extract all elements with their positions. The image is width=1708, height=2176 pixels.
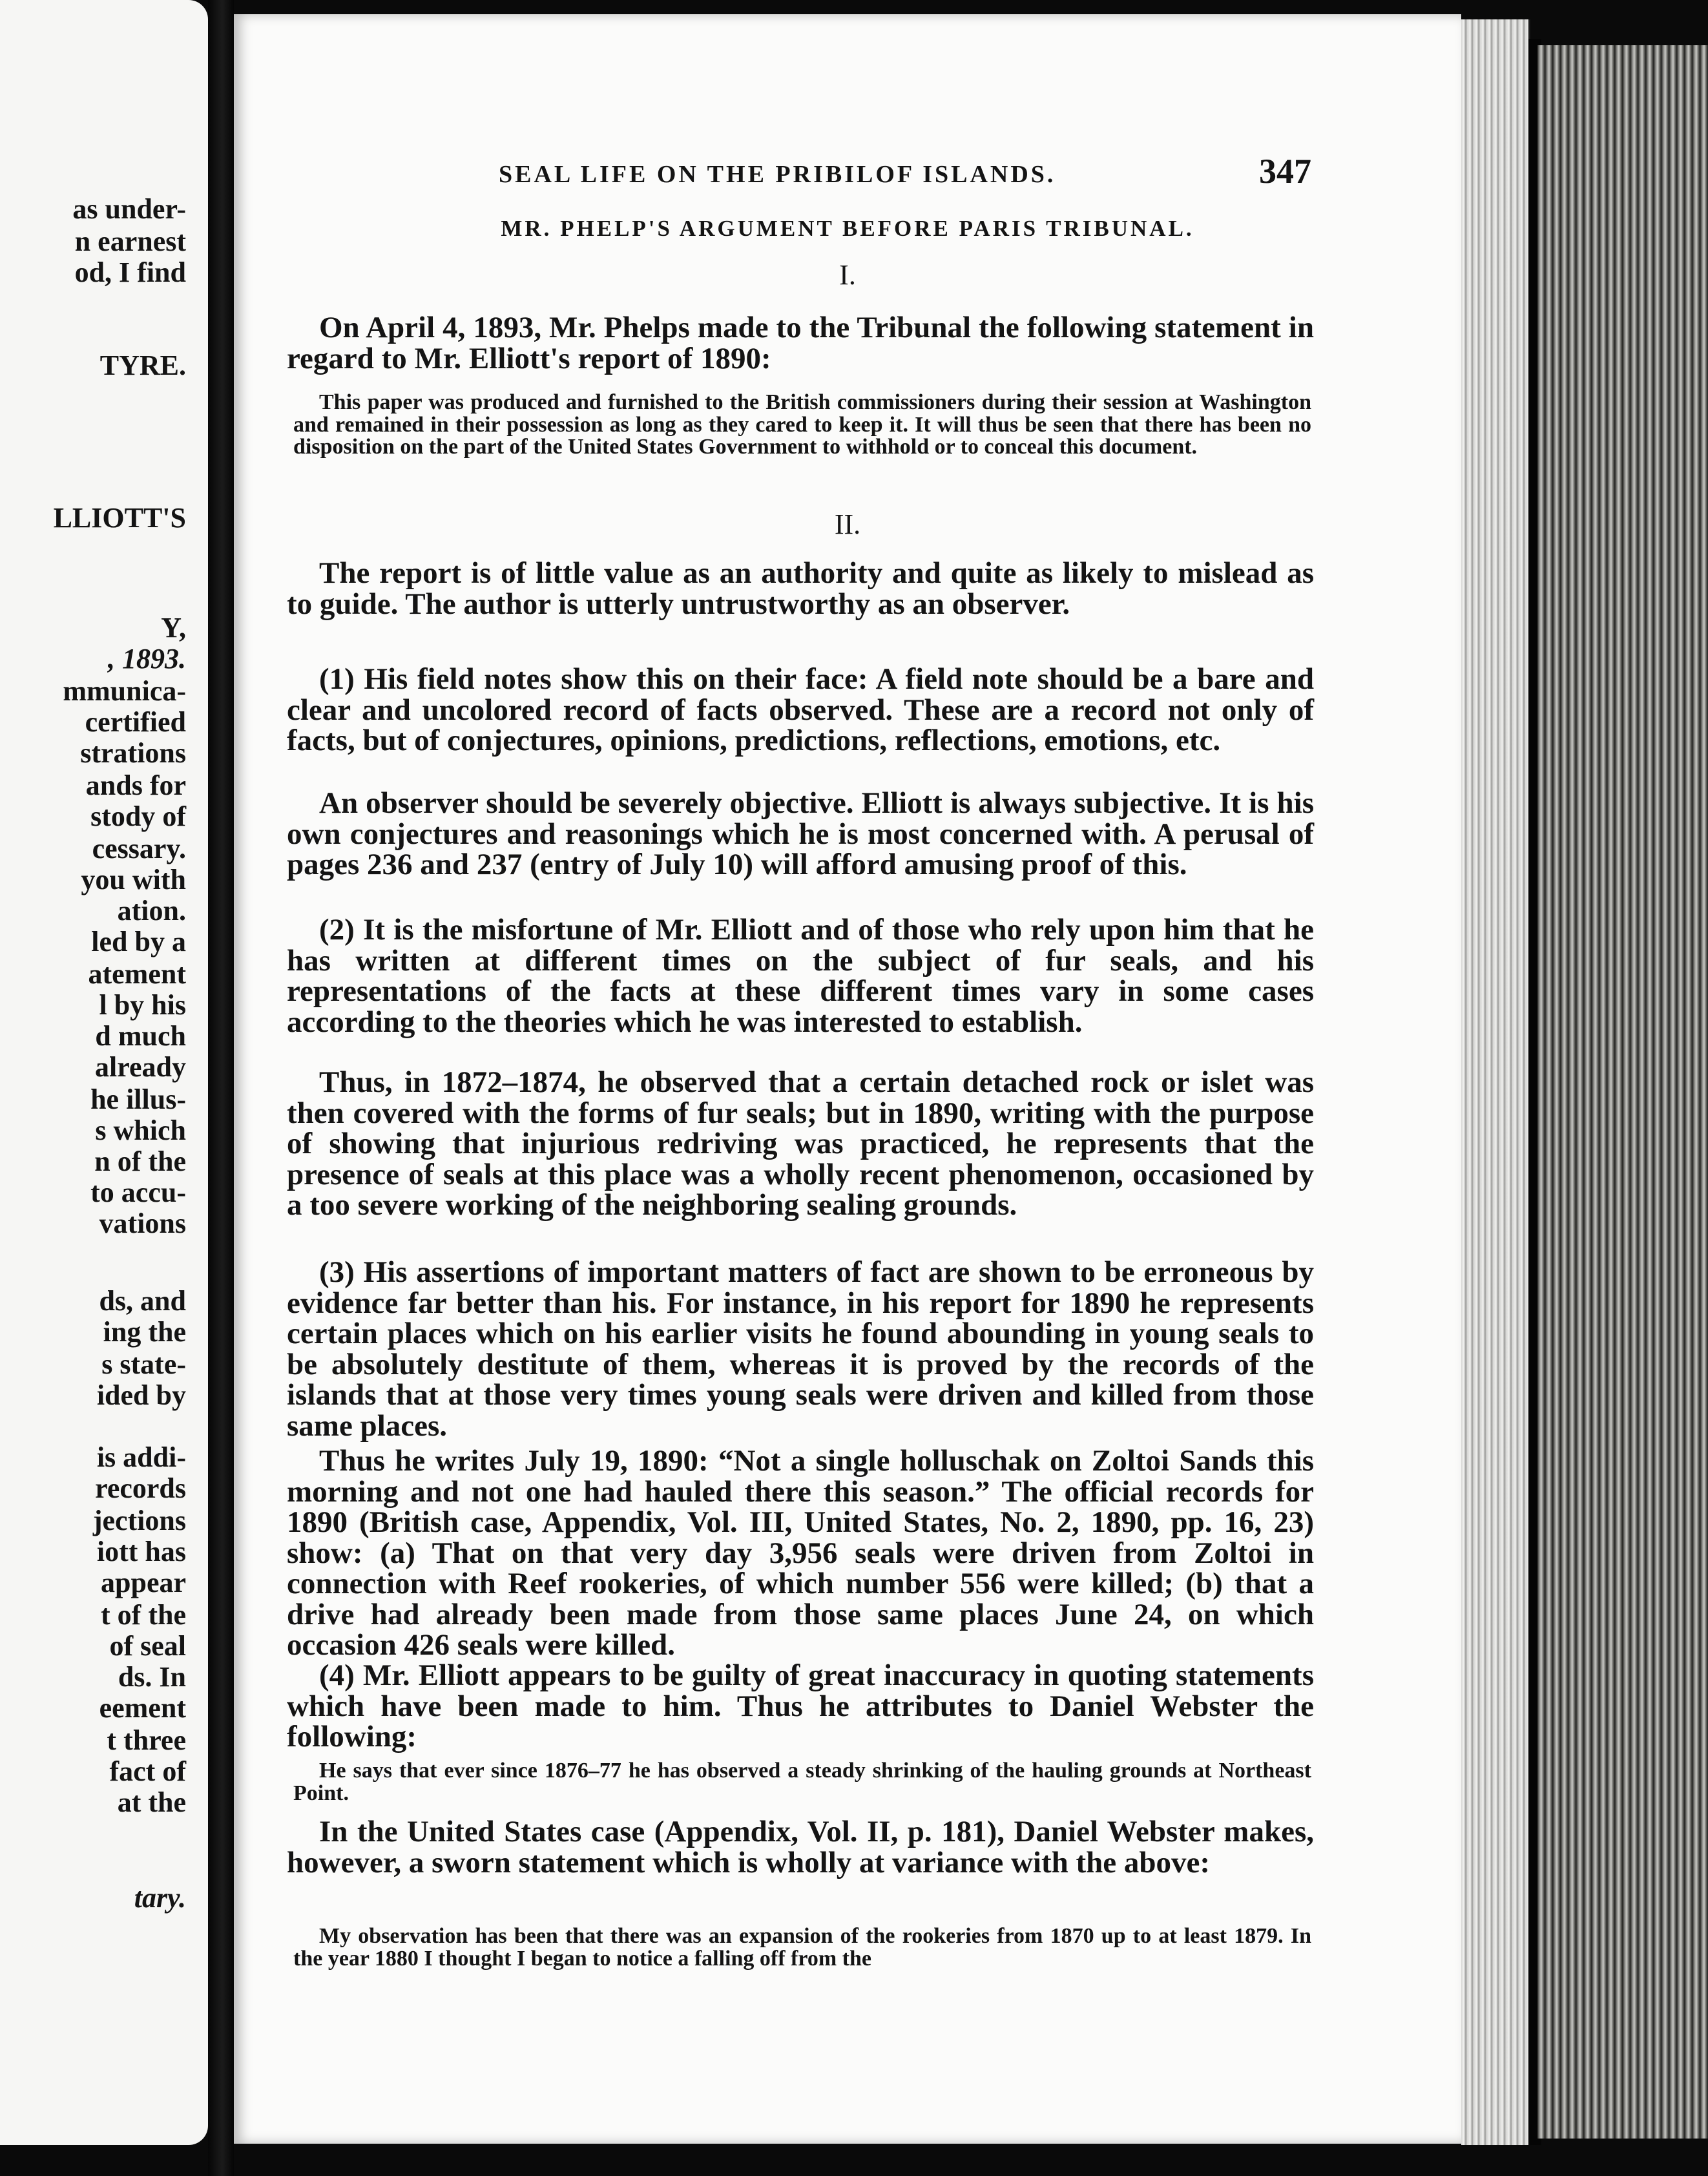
facing-page-fragment <box>0 0 208 2145</box>
facing-page-line: of seal <box>109 1630 186 1662</box>
section-title: MR. PHELP'S ARGUMENT BEFORE PARIS TRIBUNAL. <box>501 216 1194 241</box>
facing-page-line: LLIOTT'S <box>53 502 186 534</box>
facing-page-line: ing the <box>103 1316 186 1348</box>
facing-page-line: l by his <box>99 989 186 1021</box>
block-quote: He says that ever since 1876–77 he has observed a steady shrinking of the hauling grounds at Northeast Point. <box>293 1759 1311 1805</box>
facing-page-line: records <box>95 1472 186 1504</box>
facing-page-line: ands for <box>85 769 186 801</box>
body-paragraph: (3) His assertions of important matters of fact are shown to be erroneous by evidence far better than his. For instance, in his report for 1890 he represents certain places which on his earlier visits he found abounding in young seals to be absolutely destitute of them, whereas it is proved by the records of the islands that at those very times young seals were driven and killed from those same places. <box>287 1255 1314 1443</box>
facing-page-line: mmunica- <box>63 675 186 707</box>
facing-page-line: stody of <box>90 800 186 832</box>
book-page <box>234 14 1461 2144</box>
book-block-edge <box>1537 45 1708 2139</box>
facing-page-line: , 1893. <box>108 643 186 675</box>
page-number: 347 <box>1259 152 1311 191</box>
facing-page-line: vations <box>99 1208 186 1239</box>
facing-page-line: jections <box>92 1505 186 1536</box>
facing-page-line: d much <box>95 1020 186 1052</box>
facing-page-line: at the <box>117 1786 186 1818</box>
facing-page-line: t of the <box>101 1599 186 1631</box>
body-paragraph: An observer should be severely objective. Elliott is always subjective. It is his own conjectures and reasonings which he is most concerned with. A perusal of pages 236 and 237 (entry of July 10) will afford amusing proof of this. <box>287 786 1314 881</box>
facing-page-line: s state- <box>101 1348 186 1380</box>
facing-page-line: Y, <box>161 612 186 643</box>
facing-page-line: n of the <box>94 1146 186 1177</box>
body-paragraph: (4) Mr. Elliott appears to be guilty of great inaccuracy in quoting statements which have been made to him. Thus he attributes to Daniel Webster the following: <box>287 1658 1314 1753</box>
facing-page-line: cessary. <box>92 833 186 864</box>
running-title: SEAL LIFE ON THE PRIBILOF ISLANDS. <box>499 161 1056 188</box>
body-paragraph: In the United States case (Appendix, Vol. II, p. 181), Daniel Webster makes, however, a sworn statement which is wholly at variance with the above: <box>287 1815 1314 1879</box>
note-paragraph: This paper was produced and furnished to the British commissioners during their session at Washington and remained in their possession as long as they cared to keep it. It will thus be seen that there has been no disposition on the part of the United States Government to withhold or to conceal this document. <box>293 390 1311 459</box>
facing-page-line: to accu- <box>90 1177 186 1208</box>
part-numeral: I. <box>839 259 856 291</box>
body-paragraph: (2) It is the misfortune of Mr. Elliott and of those who rely upon him that he has written at different times on the subject of fur seals, and his representations of the facts at these different times vary in some cases according to the theories which he was interested to establish. <box>287 913 1314 1039</box>
facing-page-line: ided by <box>96 1379 186 1411</box>
facing-page-line: t three <box>107 1724 186 1756</box>
facing-page-line: certified <box>85 706 186 738</box>
part-numeral: II. <box>834 508 861 540</box>
facing-page-line: n earnest <box>74 225 186 257</box>
facing-page-line: fact of <box>109 1755 186 1787</box>
facing-page-line: you with <box>81 864 186 895</box>
body-paragraph: Thus, in 1872–1874, he observed that a certain detached rock or islet was then covered with the forms of fur seals; but in 1890, writing with the purpose of showing that injurious redriving was practiced, he represents that the presence of seals at this place was a wholly recent phenomenon, occasioned by a too severe working of the neighboring sealing grounds. <box>287 1065 1314 1222</box>
facing-page-line: already <box>95 1051 186 1083</box>
facing-page-line: he illus- <box>90 1083 186 1115</box>
body-paragraph: Thus he writes July 19, 1890: “Not a single holluschak on Zoltoi Sands this morning and not one had hauled there this season.” The official records for 1890 (British case, Appendix, Vol. III, United States, No. 2, 1890, pp. 16, 23) show: (a) That on that very day 3,956 seals were driven from Zoltoi in connection with Reef rookeries, of which number 556 were killed; (b) that a drive had already been made from those same places June 24, on which occasion 426 seals were killed. <box>287 1444 1314 1662</box>
facing-page-line: atement <box>88 958 186 990</box>
facing-page-line: TYRE. <box>99 350 186 381</box>
book-gutter <box>208 0 234 2176</box>
facing-page-line: appear <box>101 1567 186 1598</box>
page-edge-stack <box>1461 19 1530 2145</box>
facing-page-line: eement <box>99 1692 186 1724</box>
facing-page-line: ation. <box>117 895 186 926</box>
facing-page-line: tary. <box>134 1882 186 1914</box>
body-paragraph: The report is of little value as an authority and quite as likely to mislead as to guide. The author is utterly untrustworthy as an observer. <box>287 556 1314 621</box>
facing-page-line: od, I find <box>74 256 186 288</box>
block-quote: My observation has been that there was an expansion of the rookeries from 1870 up to at least 1879. In the year 1880 I thought I began to notice a falling off from the <box>293 1924 1311 1971</box>
intro-paragraph: On April 4, 1893, Mr. Phelps made to the Tribunal the following statement in regard to Mr. Elliott's report of 1890: <box>287 311 1314 375</box>
facing-page-line: ds, and <box>99 1285 186 1317</box>
facing-page-line: iott has <box>96 1536 186 1567</box>
facing-page-line: is addi- <box>96 1441 186 1473</box>
facing-page-line: s which <box>95 1114 186 1146</box>
facing-page-line: led by a <box>91 926 186 957</box>
facing-page-line: strations <box>80 737 186 769</box>
facing-page-line: ds. In <box>118 1661 186 1693</box>
facing-page-line: as under- <box>72 193 186 225</box>
body-paragraph: (1) His field notes show this on their face: A field note should be a bare and clear and uncolored record of facts observed. These are a record not only of facts, but of conjectures, opinions, predictions, reflections, emotions, etc. <box>287 662 1314 757</box>
